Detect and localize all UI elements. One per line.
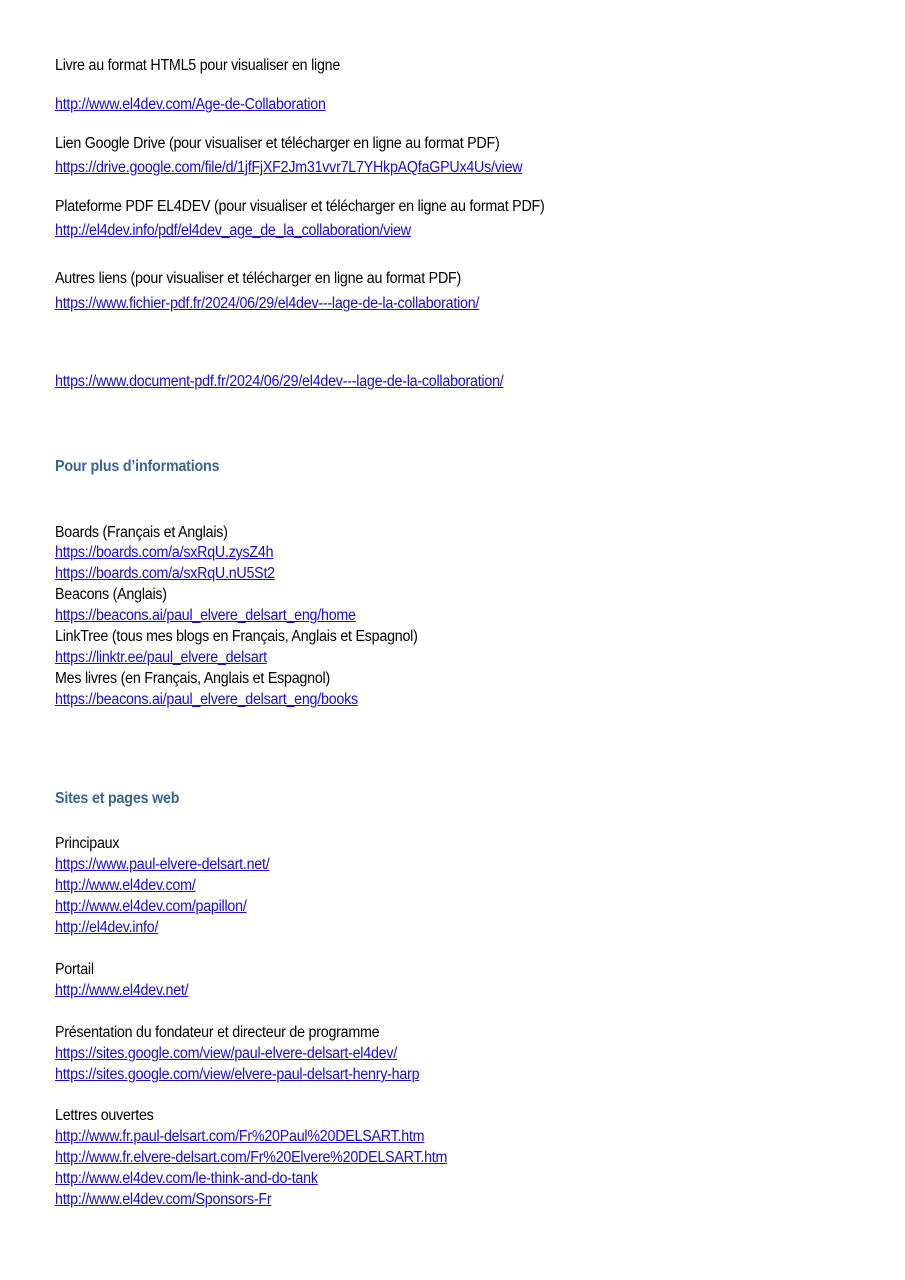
html5-link[interactable]: http://www.el4dev.com/Age-de-Collaboration <box>55 96 326 113</box>
gdrive-link[interactable]: https://drive.google.com/file/d/1jfFjXF2Jm31vvr7L7YHkpAQfaGPUx4Us/view <box>55 159 523 176</box>
open-letter-link[interactable]: http://www.el4dev.com/Sponsors-Fr <box>55 1191 272 1208</box>
books-label: Mes livres (en Français, Anglais et Espagnol) <box>55 670 330 687</box>
founder-link[interactable]: https://sites.google.com/view/elvere-paul-delsart-henry-harp <box>55 1066 420 1083</box>
founder-label: Présentation du fondateur et directeur de programme <box>55 1024 380 1041</box>
linktree-label: LinkTree (tous mes blogs en Français, Anglais et Espagnol) <box>55 628 418 645</box>
other-links-label: Autres liens (pour visualiser et télécharger en ligne au format PDF) <box>55 270 462 287</box>
open-letter-link[interactable]: http://www.fr.paul-delsart.com/Fr%20Paul%20DELSART.htm <box>55 1128 425 1145</box>
books-link[interactable]: https://beacons.ai/paul_elvere_delsart_eng/books <box>55 691 358 708</box>
boards-link-2[interactable]: https://boards.com/a/sxRqU.nU5St2 <box>55 565 275 582</box>
open-letter-link[interactable]: http://www.el4dev.com/le-think-and-do-tank <box>55 1170 318 1187</box>
main-site-link[interactable]: https://www.paul-elvere-delsart.net/ <box>55 856 270 873</box>
document-pdf-link[interactable]: https://www.document-pdf.fr/2024/06/29/el4dev---lage-de-la-collaboration/ <box>55 373 504 390</box>
open-letter-link[interactable]: http://www.fr.elvere-delsart.com/Fr%20Elvere%20DELSART.htm <box>55 1149 448 1166</box>
main-site-link[interactable]: http://www.el4dev.com/papillon/ <box>55 898 247 915</box>
portal-label: Portail <box>55 961 94 978</box>
main-sites-label: Principaux <box>55 835 120 852</box>
platform-label: Plateforme PDF EL4DEV (pour visualiser et télécharger en ligne au format PDF) <box>55 198 545 215</box>
beacons-label: Beacons (Anglais) <box>55 586 167 603</box>
main-site-link[interactable]: http://www.el4dev.com/ <box>55 877 196 894</box>
platform-link[interactable]: http://el4dev.info/pdf/el4dev_age_de_la_collaboration/view <box>55 222 411 239</box>
founder-link[interactable]: https://sites.google.com/view/paul-elvere-delsart-el4dev/ <box>55 1045 397 1062</box>
portal-link[interactable]: http://www.el4dev.net/ <box>55 982 189 999</box>
sites-heading: Sites et pages web <box>55 790 180 807</box>
more-info-heading: Pour plus d’informations <box>55 458 220 475</box>
gdrive-label: Lien Google Drive (pour visualiser et télécharger en ligne au format PDF) <box>55 135 500 152</box>
main-site-link[interactable]: http://el4dev.info/ <box>55 919 159 936</box>
boards-link-1[interactable]: https://boards.com/a/sxRqU.zysZ4h <box>55 544 274 561</box>
linktree-link[interactable]: https://linktr.ee/paul_elvere_delsart <box>55 649 267 666</box>
boards-label: Boards (Français et Anglais) <box>55 524 228 541</box>
open-letters-label: Lettres ouvertes <box>55 1107 154 1124</box>
html5-label: Livre au format HTML5 pour visualiser en ligne <box>55 57 341 74</box>
beacons-link[interactable]: https://beacons.ai/paul_elvere_delsart_eng/home <box>55 607 356 624</box>
fichier-pdf-link[interactable]: https://www.fichier-pdf.fr/2024/06/29/el4dev---lage-de-la-collaboration/ <box>55 295 480 312</box>
